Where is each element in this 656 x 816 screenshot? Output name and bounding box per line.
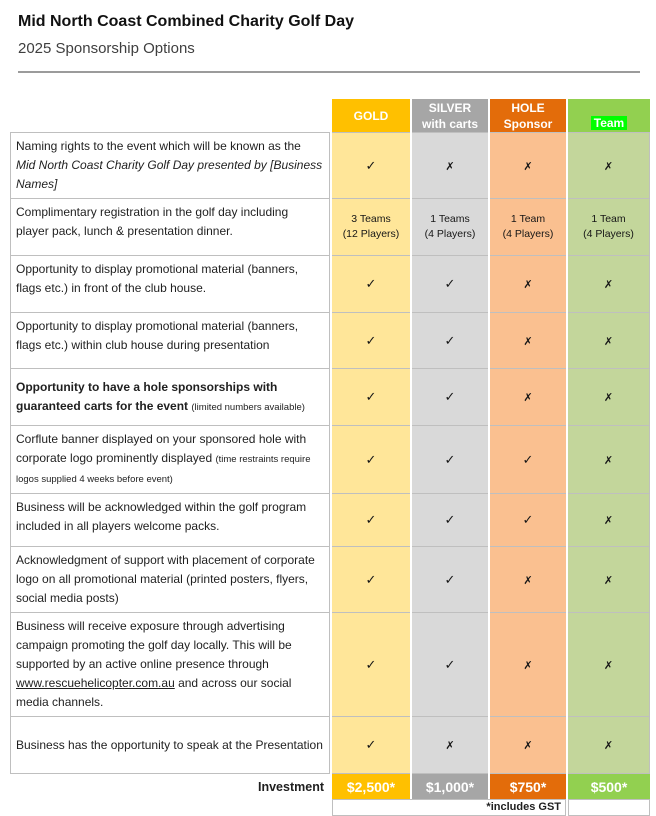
description-text: (time restraints require logos supplied 4 weeks before event) — [16, 454, 311, 485]
column-header-gold: GOLD — [332, 99, 410, 132]
option-cell-silver — [412, 426, 488, 494]
description-text: Business has the opportunity to speak at the Presentation — [16, 737, 323, 752]
row-description — [10, 256, 330, 313]
table-row — [10, 313, 650, 369]
page-header — [0, 0, 656, 73]
option-cell-hole — [490, 426, 566, 494]
option-cell-team — [568, 717, 650, 774]
column-headers — [10, 99, 650, 132]
page-subtitle: 2025 Sponsorship Options — [18, 40, 195, 57]
option-cell-hole — [490, 494, 566, 547]
check-icon: ✓ — [444, 572, 456, 588]
check-icon: ✓ — [365, 277, 377, 292]
row-description — [10, 613, 330, 717]
description-text: Acknowledgment of support with placement of corporate logo on all promotional material (printed posters, flyers, social media posts) — [16, 553, 315, 605]
cross-icon: ✗ — [603, 573, 614, 587]
description-text: Opportunity to display promotional material (banners, flags etc.) within club house during presentation — [16, 319, 299, 352]
row-description — [10, 132, 330, 199]
row-description — [10, 547, 330, 613]
check-icon: ✓ — [365, 390, 377, 405]
check-icon: ✓ — [365, 452, 377, 468]
option-cell-team: 1 Team (4 Players) — [568, 199, 650, 256]
option-cell-gold: 3 Teams (12 Players) — [332, 199, 410, 256]
gst-footnote: *includes GST — [332, 799, 566, 816]
footnote-row — [10, 799, 650, 816]
option-cell-gold — [332, 494, 410, 547]
option-cell-gold — [332, 369, 410, 426]
description-text: Complimentary registration in the golf day including player pack, lunch & presentation dinner. — [16, 205, 289, 238]
column-header-hole: HOLE Sponsor — [490, 99, 566, 132]
description-text: Opportunity to have a hole sponsorships with guaranteed carts for the event — [16, 379, 278, 413]
option-cell-hole — [490, 132, 566, 199]
option-cell-hole — [490, 256, 566, 313]
footnote-blank-cell — [10, 799, 330, 816]
option-cell-hole — [490, 369, 566, 426]
row-description — [10, 426, 330, 494]
table-body — [10, 132, 650, 774]
check-icon: ✓ — [444, 513, 456, 528]
investment-row — [10, 774, 650, 799]
option-cell-gold — [332, 547, 410, 613]
option-cell-silver — [412, 313, 488, 369]
description-text: Naming rights to the event which will be known as the — [16, 139, 301, 153]
check-icon: ✓ — [365, 333, 377, 349]
row-description — [10, 199, 330, 256]
table-row — [10, 613, 650, 717]
option-cell-silver: 1 Teams (4 Players) — [412, 199, 488, 256]
check-icon: ✓ — [444, 277, 456, 292]
investment-label: Investment — [10, 774, 330, 799]
cross-icon: ✗ — [603, 334, 614, 348]
column-header-team — [568, 99, 650, 132]
option-cell-team — [568, 613, 650, 717]
option-cell-gold — [332, 613, 410, 717]
option-cell-gold — [332, 426, 410, 494]
option-cell-gold — [332, 256, 410, 313]
investment-price-team: $500* — [568, 774, 650, 799]
table-row — [10, 256, 650, 313]
cross-icon: ✗ — [523, 278, 533, 291]
option-cell-hole: 1 Team (4 Players) — [490, 199, 566, 256]
row-description — [10, 313, 330, 369]
check-icon: ✓ — [522, 513, 534, 528]
description-text: Business will be acknowledged within the golf program included in all players welcome packs. — [16, 500, 307, 533]
table-row — [10, 494, 650, 547]
description-text: (limited numbers available) — [191, 401, 305, 413]
cross-icon: ✗ — [603, 159, 614, 173]
row-description — [10, 369, 330, 426]
check-icon: ✓ — [365, 158, 377, 174]
cross-icon: ✗ — [603, 658, 614, 672]
cross-icon: ✗ — [445, 159, 455, 173]
cross-icon: ✗ — [523, 334, 533, 348]
check-icon: ✓ — [365, 738, 377, 753]
option-cell-team — [568, 369, 650, 426]
option-cell-silver — [412, 547, 488, 613]
option-cell-team — [568, 426, 650, 494]
check-icon: ✓ — [365, 513, 377, 528]
row-description — [10, 494, 330, 547]
option-cell-hole — [490, 613, 566, 717]
option-cell-team — [568, 313, 650, 369]
option-cell-silver — [412, 369, 488, 426]
check-icon: ✓ — [444, 390, 456, 405]
cross-icon: ✗ — [523, 159, 533, 173]
cross-icon: ✗ — [523, 658, 533, 672]
cross-icon: ✗ — [523, 391, 533, 404]
table-row — [10, 426, 650, 494]
check-icon: ✓ — [444, 333, 456, 349]
check-icon: ✓ — [365, 572, 377, 588]
investment-price-hole: $750* — [490, 774, 566, 799]
team-label-highlight: Team — [591, 116, 627, 130]
table-row — [10, 717, 650, 774]
option-cell-hole — [490, 547, 566, 613]
description-text: Mid North Coast Charity Golf Day presented by [Business Names] — [16, 158, 323, 191]
investment-price-silver: $1,000* — [412, 774, 488, 799]
option-cell-team — [568, 256, 650, 313]
option-cell-team — [568, 132, 650, 199]
gst-empty-cell — [568, 799, 650, 816]
option-cell-silver — [412, 256, 488, 313]
header-divider — [18, 71, 640, 73]
option-cell-hole — [490, 717, 566, 774]
cross-icon: ✗ — [603, 739, 614, 752]
cross-icon: ✗ — [603, 278, 614, 291]
description-text: Business will receive exposure through advertising campaign promoting the golf day locally. This will be supported by an active online presence through — [16, 619, 292, 671]
row-description — [10, 717, 330, 774]
check-icon: ✓ — [522, 452, 534, 468]
column-header-silver: SILVER with carts — [412, 99, 488, 132]
table-row — [10, 369, 650, 426]
rescue-helicopter-link[interactable]: www.rescuehelicopter.com.au — [16, 676, 175, 690]
description-text: Corflute banner displayed on your sponsored hole with corporate logo prominently displayed — [16, 432, 307, 465]
cross-icon: ✗ — [523, 573, 533, 587]
option-cell-gold — [332, 313, 410, 369]
page-title: Mid North Coast Combined Charity Golf Day — [18, 13, 355, 30]
description-text: Opportunity to display promotional material (banners, flags etc.) in front of the club house. — [16, 262, 299, 295]
option-cell-team — [568, 547, 650, 613]
table-row — [10, 199, 650, 256]
corner-cell — [10, 99, 330, 132]
cross-icon: ✗ — [603, 391, 614, 404]
check-icon: ✓ — [365, 657, 377, 673]
cross-icon: ✗ — [603, 453, 614, 467]
cross-icon: ✗ — [523, 739, 533, 752]
investment-price-gold: $2,500* — [332, 774, 410, 799]
check-icon: ✓ — [444, 452, 456, 468]
option-cell-team — [568, 494, 650, 547]
check-icon: ✓ — [444, 657, 456, 673]
sponsorship-table — [8, 99, 652, 816]
table-row — [10, 132, 650, 199]
cross-icon: ✗ — [603, 514, 614, 527]
table-row — [10, 547, 650, 613]
option-cell-silver — [412, 717, 488, 774]
option-cell-silver — [412, 494, 488, 547]
option-cell-silver — [412, 132, 488, 199]
cross-icon: ✗ — [445, 739, 455, 752]
description-text: and across our social media channels. — [16, 676, 292, 709]
option-cell-hole — [490, 313, 566, 369]
option-cell-silver — [412, 613, 488, 717]
option-cell-gold — [332, 717, 410, 774]
option-cell-gold — [332, 132, 410, 199]
